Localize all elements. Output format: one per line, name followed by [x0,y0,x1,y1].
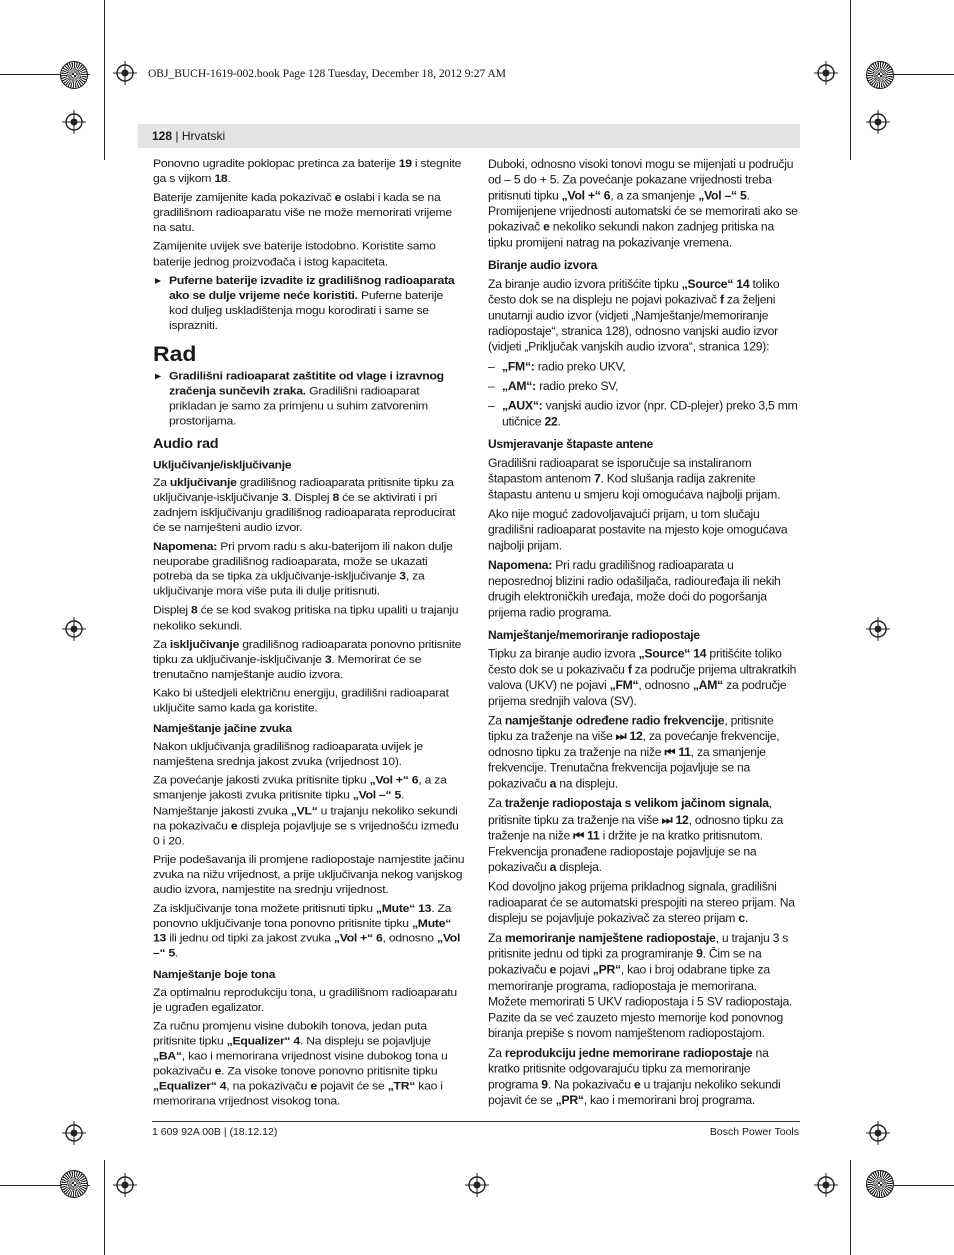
left-column [153,156,465,1112]
registration-mark-icon [866,110,890,134]
list-item: – „AUX“: vanjski audio izvor (npr. CD-plejer) preko 3,5 mm utičnice 22. [488,398,800,430]
registration-mark-icon [62,617,86,641]
paragraph: Napomena: Pri prvom radu s aku-baterijom ili nakon dulje neuporabe gradilišnog radioaparata, može se ukazati potreba da se tipka za uključivanje-isključivanje 3, za uključivanje mora više puta ili dulje pritisnuti. [153,539,453,598]
heading-tone: Namještanje boje tona [153,967,276,981]
right-column [488,156,800,1112]
paragraph: Za uključivanje gradilišnog radioaparata pritisnite tipku za uključivanje-isključivanje 3. Displej 8 će se aktivirati i pri zadnjem isključivanju gradilišnog radioaparata reproducirat će se namješteni audio izvor. [153,475,456,534]
paragraph: Gradilišni radioaparat se isporučuje sa instaliranom štapastom antenom 7. Kod slušanja radija zakrenite štapastu antenu u smjeru koji omogućava najbolji prijam. [488,455,781,501]
heading-volume: Namještanje jačine zvuka [153,722,292,736]
registration-mark-icon [814,1173,838,1197]
paragraph: Displej 8 će se kod svakog pritiska na tipku upaliti u trajanju nekoliko sekundi. [153,603,459,632]
paragraph: Za traženje radiopostaja s velikom jačinom signala, pritisnite tipku za traženje na više ⏭ 12, odnosno tipku za traženje na niže ⏮ 11 i držite je na kratko pritisnutom. Frekvencija pronađene radiopostaje pojavljuje se na pokazivaču a displeja. [488,796,784,874]
paragraph: Za isključivanje tona možete pritisnuti tipku „Mute“ 13. Za ponovno uključivanje tona ponovno pritisnite tipku „Mute“ 13 ili jednu od tipki za jakost zvuka „Vol +“ 6, odnosno „Vol –“ 5. [153,901,461,960]
footer-code: 1 609 92A 00B | (18.12.12) [152,1126,278,1138]
subsection-heading-audio: Audio rad [153,436,219,452]
registration-mark-icon [465,1173,489,1197]
color-rosette-icon [60,1170,88,1198]
paragraph: Kod dovoljno jakog prijema prikladnog signala, gradilišni radioaparat će se automatski prespojiti na stereo prijam. Na displeju se pojavljuje pokazivač za stereo prijam c. [488,879,795,926]
paragraph: Duboki, odnosno visoki tonovi mogu se mijenjati u području od – 5 do + 5. Za povećanje pokazane vrijednosti treba pritisnuti tipku „Vol +“ 6, a za smanjenje „Vol –“ 5. Promijenjene vrijednosti automatski će se memorirati ako se pokazivač e nekoliko sekundi nakon zadnjeg pritiska na tipku promijeni natrag na pokazivanje vremena. [488,156,798,250]
book-slug-line: OBJ_BUCH-1619-002.book Page 128 Tuesday, December 18, 2012 9:27 AM [148,68,506,80]
crop-mark [104,0,105,160]
crop-mark [104,1160,105,1255]
warning-bullet: ▶ Gradilišni radioaparat zaštitite od vlage i izravnog zračenja sunčevih zraka. Gradilišni radioaparat prikladan je samo za primjenu u suhim zatvorenim prostorijama. [153,368,465,428]
registration-mark-icon [113,1173,137,1197]
crop-mark [850,0,851,160]
page-header [138,124,800,148]
heading-station: Namještanje/memoriranje radiopostaje [488,627,700,642]
registration-mark-icon [866,1121,890,1145]
list-item: – „AM“: radio preko SV, [488,378,800,394]
paragraph: Za isključivanje gradilišnog radioaparata ponovno pritisnite tipku za uključivanje-isključivanje 3. Memorirat će se trenutačno namještanje audio izvora. [153,637,462,681]
paragraph: Za namještanje određene radio frekvencije, pritisnite tipku za traženje na više ⏭ 12, za povećanje frekvencije, odnosno tipku za traženje na niže ⏮ 11, za smanjenje frekvencije. Trenutačna frekvencija pojavljuje se na pokazivaču a na displeju. [488,713,780,791]
paragraph: Baterije zamijenite kada pokazivač e oslabi i kada se na gradilišnom radioaparatu više ne može memorirati vrijeme na satu. [153,190,452,234]
registration-mark-icon [113,61,137,85]
paragraph: Nakon uključivanja gradilišnog radioaparata uvijek je namještena srednja jakost zvuka (vrijednost 10). [153,739,423,769]
page-header-text: 128 | Hrvatski [152,129,226,143]
paragraph: Za ručnu promjenu visine dubokih tonova, jedan puta pritisnite tipku „Equalizer“ 4. Na displeju se pojavljuje „BA“, kao i memorirana vrijednost visine dubokog tona u pokazivaču e. Za visoke tonove ponovno pritisnite tipku „Equalizer“ 4, na pokazivaču e pojavit će se „TR“ kao i memorirana vrijednost visokog tona. [153,1019,448,1108]
header-language: Hrvatski [181,129,226,143]
crop-mark [850,1160,851,1255]
page-number: 128 [152,129,173,143]
registration-mark-icon [62,1121,86,1145]
paragraph: Zamijenite uvijek sve baterije istodobno. Koristite samo baterije jednog proizvođača i istog kapaciteta. [153,239,436,268]
footer-rule [152,1121,800,1122]
heading-source: Biranje audio izvora [488,257,598,272]
paragraph: Ponovno ugradite poklopac pretinca za baterije 19 i stegnite ga s vijkom 18. [153,156,462,186]
list-item: – „FM“: radio preko UKV, [488,359,800,375]
footer-brand: Bosch Power Tools [709,1126,799,1138]
registration-mark-icon [62,110,86,134]
paragraph: Tipku za biranje audio izvora „Source“ 14 pritišćite toliko često dok se u pokazivaču f za područje prijema ultrakratkih valova (UKV) ne pojavi „FM“, odnosno „AM“ za područje prijema srednjih valova (SV). [488,646,797,708]
heading-antenna: Usmjeravanje štapaste antene [488,436,654,451]
registration-mark-icon [866,617,890,641]
color-rosette-icon [60,61,88,89]
paragraph: Za reprodukciju jedne memorirane radiopostaje na kratko pritisnite odgovarajuću tipku za memoriranje programa 9. Na pokazivaču e u trajanju nekoliko sekundi pojavit će se „PR“, kao i memorirani broj programa. [488,1045,781,1108]
heading-on-off: Uključivanje/isključivanje [153,457,292,471]
paragraph: Prije podešavanja ili promjene radiopostaje namjestite jačinu zvuka na nižu vrijednost, a prije uključivanja nekog vanjskog audio izvora, namjestite na srednju vrijednost. [153,852,465,896]
color-rosette-icon [866,1170,894,1198]
paragraph: Za memoriranje namještene radiopostaje, u trajanju 3 s pritisnite jednu od tipki za programiranje 9. Čim se na pokazivaču e pojavi „PR“, kao i broj odabrane tipke za memoriranje programa, radiopostaja je memorirana. Možete memorirati 5 UKV radiopostaja i 5 SV radiopostaja. Pazite da se već zauzeto mjesto memorije kod ponovnog biranja prepiše s novom namještenom radiopostajom. [488,931,793,1040]
paragraph: Za povećanje jakosti zvuka pritisnite tipku „Vol +“ 6, a za smanjenje jakosti zvuka pritisnite tipku „Vol –“ 5. Namještanje jakosti zvuka „VL“ u trajanju nekoliko sekundi na pokazivaču e displeja pojavljuje se s vrijednošću između 0 i 20. [153,773,459,848]
paragraph: Kako bi uštedjeli električnu energiju, gradilišni radioaparat uključite samo kada ga koristite. [153,686,449,715]
registration-mark-icon [814,61,838,85]
warning-bullet: ▶ Puferne baterije izvadite iz gradilišnog radioaparata ako se dulje vrijeme neće koristiti. Puferne baterije kod duljeg uskladištenja mogu korodirati i same se isprazniti. [153,273,465,333]
paragraph: Za biranje audio izvora pritišćite tipku „Source“ 14 toliko često dok se na displeju ne pojavi pokazivač f za željeni unutarnji audio izvor (vidjeti „Namještanje/memoriranje radiopostaje“, stranica 128), odnosno vanjski audio izvor (vidjeti „Priključak vanjskih audio izvora“, stranica 129): [488,276,780,354]
section-heading-rad: Rad [153,341,197,366]
color-rosette-icon [866,61,894,89]
paragraph: Ako nije moguć zadovoljavajući prijam, u tom slučaju gradilišni radioaparat postavite na mjesto koje omogućava najbolji prijam. [488,506,788,553]
paragraph: Za optimalnu reprodukciju tona, u gradilišnom radioaparatu je ugrađen egalizator. [153,985,457,1014]
paragraph: Napomena: Pri radu gradilišnog radioaparata u neposrednoj blizini radio odašiljača, radiouređaja ili nekih drugih elektroničkih uređaja, može doći do pogoršanja prijema radio programa. [488,558,781,620]
